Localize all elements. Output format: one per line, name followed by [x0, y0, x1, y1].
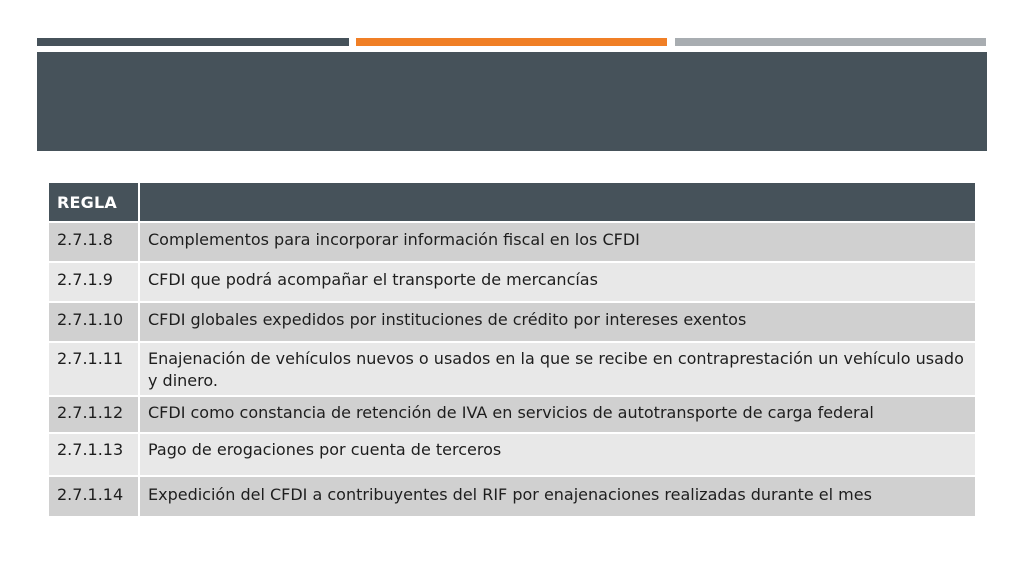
table-row — [49, 396, 975, 433]
cell-regla: 2.7.1.13 — [49, 433, 139, 476]
cell-regla: 2.7.1.14 — [49, 476, 139, 517]
table-row — [49, 302, 975, 342]
accent-bar-dark — [37, 38, 349, 46]
cell-descripcion: CFDI que podrá acompañar el transporte de mercancías — [139, 262, 975, 302]
header-regla: REGLA — [49, 183, 139, 222]
title-band — [37, 52, 987, 151]
header-descripcion — [139, 183, 975, 222]
cell-regla: 2.7.1.10 — [49, 302, 139, 342]
table-row — [49, 222, 975, 262]
table-header-row — [49, 183, 975, 222]
rules-table — [49, 183, 975, 518]
table-row — [49, 342, 975, 396]
cell-descripcion: Complementos para incorporar información fiscal en los CFDI — [139, 222, 975, 262]
table-row — [49, 433, 975, 476]
cell-descripcion: CFDI como constancia de retención de IVA en servicios de autotransporte de carga federal — [139, 396, 975, 433]
accent-bar-orange — [356, 38, 667, 46]
cell-regla: 2.7.1.11 — [49, 342, 139, 396]
cell-regla: 2.7.1.8 — [49, 222, 139, 262]
cell-descripcion: CFDI globales expedidos por instituciones de crédito por intereses exentos — [139, 302, 975, 342]
cell-regla: 2.7.1.9 — [49, 262, 139, 302]
table-row — [49, 262, 975, 302]
cell-descripcion: Expedición del CFDI a contribuyentes del RIF por enajenaciones realizadas durante el mes — [139, 476, 975, 517]
cell-descripcion: Enajenación de vehículos nuevos o usados en la que se recibe en contraprestación un vehículo usado y dinero. — [139, 342, 975, 396]
cell-descripcion: Pago de erogaciones por cuenta de terceros — [139, 433, 975, 476]
accent-bar-gray — [675, 38, 986, 46]
table-row — [49, 476, 975, 517]
cell-regla: 2.7.1.12 — [49, 396, 139, 433]
